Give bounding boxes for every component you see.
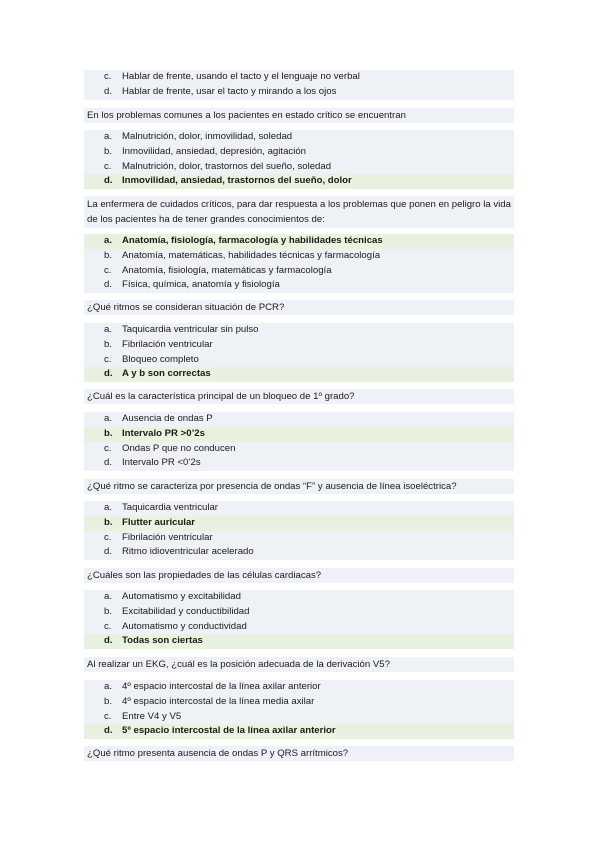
option-letter: a. (104, 235, 113, 246)
question-text: La enfermera de cuidados críticos, para dar respuesta a los problemas que ponen en peligro la vida de los pacientes ha de tener grandes conocimientos de: (84, 196, 514, 228)
option-item (84, 130, 514, 145)
option-text: Anatomía, fisiología, farmacología y habilidades técnicas (122, 234, 383, 249)
option-text: Anatomía, matemáticas, habilidades técnicas y farmacología (122, 249, 381, 261)
option-item (84, 605, 514, 620)
option-letter: c. (104, 710, 112, 722)
option-item (84, 442, 514, 457)
option-text: 5º espacio intercostal de la línea axilar anterior (122, 724, 336, 739)
option-text: Taquicardia ventricular (122, 502, 218, 513)
option-list (84, 234, 514, 293)
option-text: Intervalo PR <0’2s (122, 457, 201, 469)
option-item (84, 545, 514, 560)
option-letter: a. (104, 502, 113, 513)
option-text: Todas son ciertas (122, 634, 203, 649)
option-item (84, 160, 514, 175)
option-item (84, 680, 514, 695)
option-text: A y b son correctas (122, 367, 211, 382)
option-list (84, 130, 514, 189)
option-letter: b. (104, 605, 113, 617)
option-item (84, 264, 514, 279)
option-item-correct (84, 516, 514, 531)
option-list (84, 412, 514, 471)
option-item (84, 710, 514, 725)
option-item-correct (84, 427, 514, 442)
option-letter: d. (104, 368, 113, 380)
option-item (84, 412, 514, 427)
option-item (84, 531, 514, 546)
option-text: Inmovilidad, ansiedad, depresión, agitación (122, 145, 307, 157)
option-letter: d. (104, 279, 113, 291)
option-item (84, 145, 514, 160)
option-letter: d. (104, 85, 113, 97)
option-letter: d. (104, 546, 113, 558)
option-item (84, 501, 514, 516)
question-text: ¿Qué ritmos se consideran situación de PCR? (84, 300, 514, 315)
option-item (84, 590, 514, 605)
option-text: Física, química, anatomía y fisiología (122, 279, 280, 291)
question-text: ¿Qué ritmo presenta ausencia de ondas P y QRS arrítmicos? (84, 746, 514, 761)
option-item-correct (84, 234, 514, 249)
option-letter: b. (104, 249, 113, 261)
option-text: Fibrilación ventricular (122, 338, 213, 350)
option-list (84, 590, 514, 649)
question-text: ¿Cuál es la característica principal de un bloqueo de 1º grado? (84, 389, 514, 404)
option-letter: c. (104, 160, 112, 172)
option-list (84, 70, 514, 100)
option-text: Hablar de frente, usando el tacto y el lenguaje no verbal (122, 71, 360, 82)
option-letter: d. (104, 635, 113, 647)
option-item (84, 323, 514, 338)
option-item (84, 249, 514, 264)
option-text: Hablar de frente, usar el tacto y mirando a los ojos (122, 85, 337, 97)
option-text: Intervalo PR >0’2s (122, 427, 205, 442)
option-text: Automatismo y conductividad (122, 620, 247, 632)
option-letter: b. (104, 516, 113, 528)
option-item (84, 70, 514, 85)
option-text: Automatismo y excitabilidad (122, 591, 241, 602)
option-letter: b. (104, 427, 113, 439)
option-item (84, 278, 514, 293)
option-letter: a. (104, 131, 113, 142)
option-text: Anatomía, fisiología, matemáticas y farmacología (122, 264, 332, 276)
option-list (84, 680, 514, 739)
option-letter: b. (104, 145, 113, 157)
option-text: Excitabilidad y conductibilidad (122, 605, 250, 617)
option-letter: a. (104, 413, 113, 424)
option-text: Flutter auricular (122, 516, 195, 531)
option-list (84, 323, 514, 382)
option-text: Ondas P que no conducen (122, 442, 236, 454)
option-item (84, 85, 514, 100)
question-text: En los problemas comunes a los pacientes en estado crítico se encuentran (84, 108, 514, 123)
option-item (84, 695, 514, 710)
option-letter: d. (104, 457, 113, 469)
option-item-correct (84, 174, 514, 189)
question-text: Al realizar un EKG, ¿cuál es la posición adecuada de la derivación V5? (84, 657, 514, 672)
option-letter: b. (104, 695, 113, 707)
option-item (84, 353, 514, 368)
option-text: Ausencia de ondas P (122, 413, 213, 424)
option-text: Ritmo idioventricular acelerado (122, 546, 254, 558)
option-letter: c. (104, 71, 112, 82)
option-letter: c. (104, 620, 112, 632)
option-letter: d. (104, 725, 113, 737)
option-text: Fibrilación ventricular (122, 531, 213, 543)
option-item-correct (84, 724, 514, 739)
question-text: ¿Cuáles son las propiedades de las células cardiacas? (84, 568, 514, 583)
option-text: Bloqueo completo (122, 353, 199, 365)
option-item-correct (84, 367, 514, 382)
option-letter: c. (104, 531, 112, 543)
option-letter: c. (104, 353, 112, 365)
option-letter: a. (104, 591, 113, 602)
option-item (84, 456, 514, 471)
option-text: Inmovilidad, ansiedad, trastornos del sueño, dolor (122, 174, 352, 189)
option-letter: d. (104, 175, 113, 187)
option-letter: a. (104, 324, 113, 335)
option-text: Taquicardia ventricular sin pulso (122, 324, 259, 335)
option-item-correct (84, 634, 514, 649)
option-text: Malnutrición, dolor, inmovilidad, soledad (122, 131, 293, 142)
option-text: 4º espacio intercostal de la línea axilar anterior (122, 681, 321, 692)
option-letter: c. (104, 264, 112, 276)
option-text: 4º espacio intercostal de la línea media axilar (122, 695, 315, 707)
option-item (84, 338, 514, 353)
option-letter: c. (104, 442, 112, 454)
option-letter: b. (104, 338, 113, 350)
option-item (84, 620, 514, 635)
option-text: Entre V4 y V5 (122, 710, 182, 722)
option-letter: a. (104, 681, 113, 692)
option-text: Malnutrición, dolor, trastornos del sueño, soledad (122, 160, 332, 172)
question-text: ¿Qué ritmo se caracteriza por presencia de ondas “F” y ausencia de línea isoeléctrica? (84, 479, 514, 494)
option-list (84, 501, 514, 560)
